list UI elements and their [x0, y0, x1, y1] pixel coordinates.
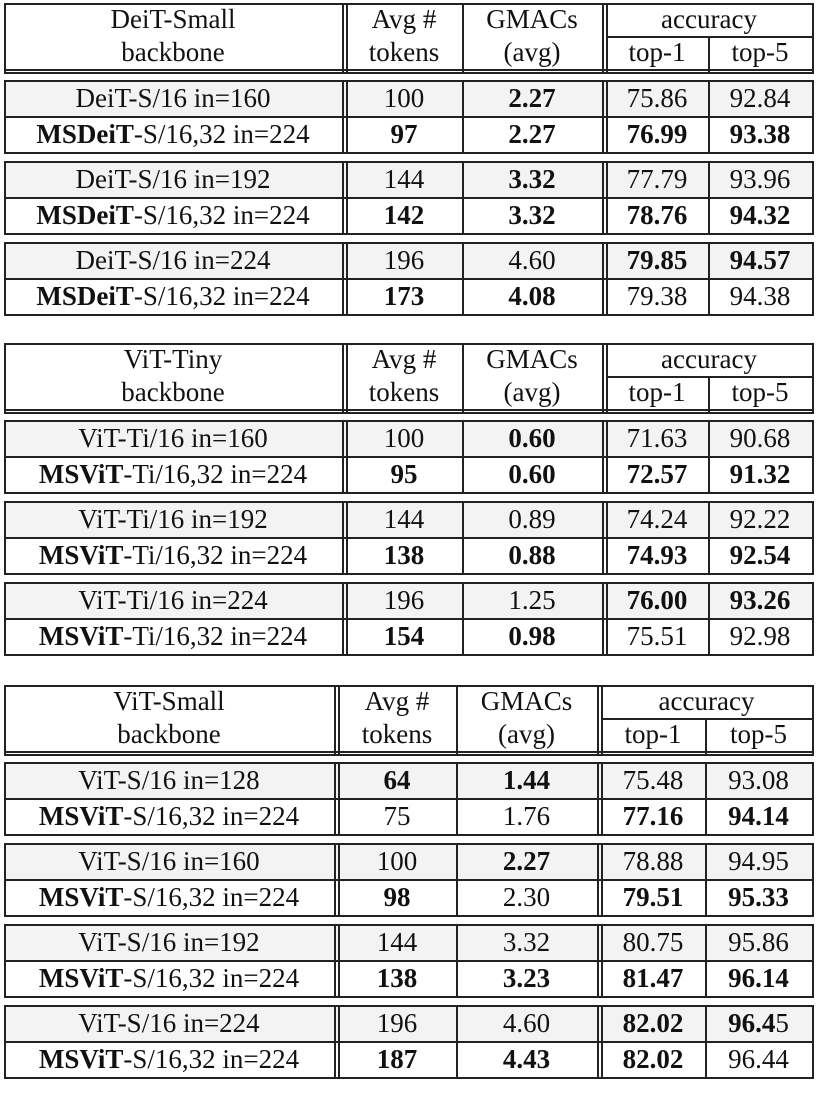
horizontal-rule	[4, 960, 814, 962]
row-group	[4, 582, 814, 654]
horizontal-rule	[4, 762, 814, 764]
horizontal-rule	[4, 573, 814, 575]
model-name	[4, 80, 342, 116]
header-top1: top-1	[628, 377, 686, 407]
tokens-cell: 100	[383, 82, 425, 113]
row-group	[4, 843, 814, 915]
model-name	[4, 843, 334, 879]
top5-cell: 92.22	[729, 503, 791, 534]
top1-cell: 74.24	[626, 503, 688, 534]
header-backbone-sub: backbone	[117, 719, 221, 749]
tokens-cell: 97	[390, 118, 418, 149]
vertical-rule	[705, 843, 707, 915]
horizontal-rule	[4, 420, 814, 422]
vertical-rule	[812, 924, 814, 996]
vertical-rule	[338, 762, 340, 834]
model-config: -S/16,32 in=224	[133, 118, 310, 149]
vertical-rule	[606, 420, 608, 492]
tokens-cell: 144	[383, 163, 425, 194]
model-name	[4, 197, 342, 233]
vertical-rule	[812, 420, 814, 492]
header-accuracy: accuracy	[658, 686, 755, 716]
tokens-cell: 142	[383, 199, 425, 230]
vertical-rule	[338, 1005, 340, 1077]
vertical-rule	[456, 1005, 458, 1077]
table-row	[4, 456, 814, 492]
tokens-cell: 196	[383, 584, 425, 615]
model-name	[4, 116, 342, 152]
top1-cell: 78.76	[626, 199, 688, 230]
vertical-rule	[346, 501, 348, 573]
vertical-rule	[462, 242, 464, 314]
header-backbone: DeiT-Small	[110, 4, 236, 34]
row-group	[4, 242, 814, 314]
vertical-rule	[462, 582, 464, 654]
vertical-rule	[602, 582, 604, 654]
gmacs-cell: 1.25	[508, 584, 556, 615]
model-config: -Ti/16,32 in=224	[123, 539, 308, 570]
top1-cell: 80.75	[622, 926, 684, 957]
top5-cell: 96.44	[728, 1043, 789, 1074]
table-row	[4, 242, 814, 278]
vertical-rule	[334, 843, 336, 915]
vertical-rule	[346, 80, 348, 152]
top1-cell: 78.88	[622, 845, 684, 876]
vertical-rule	[708, 582, 710, 654]
model-name	[4, 960, 334, 996]
gmacs-cell: 0.88	[508, 539, 556, 570]
model-prefix: MSViT	[38, 800, 124, 831]
model-prefix: MSDeiT	[36, 199, 134, 230]
vertical-rule	[462, 80, 464, 152]
model-config: -S/16,32 in=224	[123, 800, 300, 831]
top5-cell: 93.96	[729, 163, 791, 194]
vertical-rule	[602, 161, 604, 233]
table-row	[4, 537, 814, 573]
model-name	[4, 879, 334, 915]
tokens-cell: 95	[390, 458, 418, 489]
header-top5: top-5	[731, 377, 789, 407]
top5-cell: 92.98	[729, 620, 791, 651]
model-config: ViT-S/16 in=224	[78, 1007, 260, 1038]
top5-cell: 92.84	[729, 82, 791, 113]
horizontal-rule	[4, 278, 814, 280]
header-gmacs: GMACs	[486, 344, 578, 374]
vertical-rule	[708, 242, 710, 314]
vertical-rule	[338, 843, 340, 915]
row-group	[4, 80, 814, 152]
model-name	[4, 924, 334, 960]
model-name	[4, 501, 342, 537]
horizontal-rule	[4, 618, 814, 620]
vertical-rule	[456, 762, 458, 834]
vertical-rule	[812, 242, 814, 314]
model-name	[4, 420, 342, 456]
vertical-rule	[462, 161, 464, 233]
gmacs-cell: 3.32	[508, 163, 556, 194]
vertical-rule	[342, 80, 344, 152]
horizontal-rule	[4, 1041, 814, 1043]
horizontal-rule	[4, 1005, 814, 1007]
vertical-rule	[601, 762, 603, 834]
model-name	[4, 798, 334, 834]
horizontal-rule	[4, 501, 814, 503]
vertical-rule	[4, 582, 6, 654]
table-row	[4, 1005, 814, 1041]
model-name	[4, 456, 342, 492]
top5-cell: 94.57	[729, 244, 791, 275]
table-row	[4, 960, 814, 996]
vertical-rule	[597, 762, 599, 834]
tokens-cell: 144	[383, 503, 425, 534]
model-config: ViT-Ti/16 in=224	[78, 584, 268, 615]
table-row	[4, 420, 814, 456]
header-top5: top-5	[731, 37, 789, 67]
vertical-rule	[334, 1005, 336, 1077]
horizontal-rule	[4, 879, 814, 881]
vertical-rule	[602, 501, 604, 573]
gmacs-cell: 4.60	[502, 1007, 551, 1038]
horizontal-rule	[4, 915, 814, 917]
horizontal-rule	[4, 233, 814, 235]
vertical-rule	[601, 843, 603, 915]
table-row	[4, 798, 814, 834]
top1-cell: 82.02	[622, 1043, 684, 1074]
horizontal-rule	[4, 152, 814, 154]
gmacs-cell: 0.98	[508, 620, 556, 651]
table-row	[4, 116, 814, 152]
header-tokens-sub: tokens	[368, 377, 440, 407]
top1-cell: 75.48	[622, 764, 684, 795]
vertical-rule	[705, 762, 707, 834]
vertical-rule	[4, 420, 6, 492]
header-tokens: Avg #	[371, 4, 437, 34]
header-backbone-sub: backbone	[121, 377, 225, 407]
header-gmacs-sub: (avg)	[503, 37, 561, 67]
vertical-rule	[462, 501, 464, 573]
tokens-cell: 75	[383, 800, 411, 831]
table-row	[4, 161, 814, 197]
gmacs-cell: 2.27	[502, 845, 551, 876]
horizontal-rule	[4, 80, 814, 82]
top5-cell	[705, 1005, 812, 1041]
vertical-rule	[342, 420, 344, 492]
vertical-rule	[456, 924, 458, 996]
top5-cell: 93.08	[728, 764, 789, 795]
tokens-cell: 144	[376, 926, 418, 957]
model-config: ViT-S/16 in=160	[78, 845, 260, 876]
vertical-rule	[606, 501, 608, 573]
model-config: ViT-S/16 in=128	[78, 764, 260, 795]
model-prefix: MSViT	[38, 458, 124, 489]
tokens-cell: 173	[383, 280, 425, 311]
vertical-rule	[342, 582, 344, 654]
vertical-rule	[4, 161, 6, 233]
vertical-rule	[338, 924, 340, 996]
model-config: DeiT-S/16 in=224	[75, 244, 271, 275]
vertical-rule	[601, 924, 603, 996]
vertical-rule	[4, 501, 6, 573]
model-name	[4, 618, 342, 654]
gmacs-cell: 0.60	[508, 422, 556, 453]
vertical-rule	[812, 80, 814, 152]
model-name	[4, 278, 342, 314]
gmacs-cell: 4.43	[502, 1043, 551, 1074]
vertical-rule	[601, 1005, 603, 1077]
model-prefix: MSViT	[38, 962, 124, 993]
vertical-rule	[606, 582, 608, 654]
model-config: DeiT-S/16 in=192	[75, 163, 271, 194]
top5-cell: 95.86	[728, 926, 789, 957]
tokens-cell: 100	[376, 845, 418, 876]
top1-cell: 75.86	[626, 82, 688, 113]
top5-regular-part: 5	[775, 1007, 789, 1038]
model-prefix: MSViT	[38, 539, 124, 570]
gmacs-cell: 3.23	[502, 962, 551, 993]
top1-cell: 76.99	[626, 118, 688, 149]
top1-cell: 74.93	[626, 539, 688, 570]
table-row	[4, 80, 814, 116]
model-config: -S/16,32 in=224	[133, 280, 310, 311]
top5-cell: 93.38	[729, 118, 791, 149]
gmacs-cell: 0.89	[508, 503, 556, 534]
vertical-rule	[4, 924, 6, 996]
vertical-rule	[346, 420, 348, 492]
vertical-rule	[597, 924, 599, 996]
table-row	[4, 618, 814, 654]
gmacs-cell: 4.60	[508, 244, 556, 275]
vertical-rule	[708, 501, 710, 573]
vertical-rule	[597, 1005, 599, 1077]
model-config: DeiT-S/16 in=160	[75, 82, 271, 113]
tokens-cell: 196	[383, 244, 425, 275]
horizontal-rule	[4, 456, 814, 458]
model-prefix: MSDeiT	[36, 280, 134, 311]
model-prefix: MSViT	[38, 881, 124, 912]
vertical-rule	[4, 1005, 6, 1077]
vertical-rule	[346, 582, 348, 654]
top5-cell: 95.33	[728, 881, 789, 912]
header-gmacs: GMACs	[486, 4, 578, 34]
header-tokens: Avg #	[371, 344, 437, 374]
top5-cell: 94.14	[728, 800, 789, 831]
header-top1: top-1	[624, 719, 682, 749]
horizontal-rule	[4, 996, 814, 998]
top5-cell: 92.54	[729, 539, 791, 570]
tokens-cell: 138	[376, 962, 418, 993]
top5-cell: 94.95	[728, 845, 789, 876]
model-config: -S/16,32 in=224	[123, 1043, 300, 1074]
model-config: ViT-Ti/16 in=160	[78, 422, 268, 453]
top5-cell: 93.26	[729, 584, 791, 615]
header-gmacs-sub: (avg)	[498, 719, 555, 749]
top1-cell: 79.38	[626, 280, 688, 311]
vertical-rule	[346, 242, 348, 314]
top1-cell: 75.51	[626, 620, 688, 651]
header-top5: top-5	[730, 719, 787, 749]
header-accuracy: accuracy	[661, 344, 757, 374]
row-group	[4, 1005, 814, 1077]
top1-cell: 76.00	[626, 584, 688, 615]
vertical-rule	[4, 843, 6, 915]
model-name	[4, 242, 342, 278]
table-row	[4, 1041, 814, 1077]
vertical-rule	[812, 1005, 814, 1077]
gmacs-cell: 3.32	[502, 926, 551, 957]
vertical-rule	[4, 80, 6, 152]
vertical-rule	[456, 843, 458, 915]
horizontal-rule	[4, 197, 814, 199]
table-row	[4, 843, 814, 879]
model-name	[4, 1005, 334, 1041]
horizontal-rule	[4, 116, 814, 118]
vertical-rule	[334, 924, 336, 996]
horizontal-rule	[4, 582, 814, 584]
header-gmacs-sub: (avg)	[503, 377, 561, 407]
table-row	[4, 924, 814, 960]
model-name	[4, 762, 334, 798]
gmacs-cell: 1.44	[502, 764, 551, 795]
header-tokens: Avg #	[364, 686, 430, 716]
vertical-rule	[602, 80, 604, 152]
table-row	[4, 762, 814, 798]
vertical-rule	[705, 924, 707, 996]
vertical-rule	[708, 80, 710, 152]
row-group	[4, 420, 814, 492]
model-config: -S/16,32 in=224	[123, 962, 300, 993]
table-row	[4, 278, 814, 314]
top1-cell: 77.16	[622, 800, 684, 831]
vertical-rule	[812, 161, 814, 233]
horizontal-rule	[4, 242, 814, 244]
top5-cell: 90.68	[729, 422, 791, 453]
vertical-rule	[606, 80, 608, 152]
table-row	[4, 501, 814, 537]
vertical-rule	[342, 501, 344, 573]
vertical-rule	[597, 843, 599, 915]
vertical-rule	[602, 420, 604, 492]
header-accuracy: accuracy	[661, 4, 757, 34]
tokens-cell: 64	[383, 764, 411, 795]
vertical-rule	[602, 242, 604, 314]
row-group	[4, 924, 814, 996]
vertical-rule	[812, 843, 814, 915]
vertical-rule	[606, 242, 608, 314]
model-prefix: MSDeiT	[36, 118, 134, 149]
vertical-rule	[812, 501, 814, 573]
gmacs-cell: 2.30	[502, 881, 551, 912]
gmacs-cell: 2.27	[508, 82, 556, 113]
vertical-rule	[708, 161, 710, 233]
header-backbone: ViT-Small	[113, 686, 225, 716]
top1-cell: 72.57	[626, 458, 688, 489]
vertical-rule	[705, 1005, 707, 1077]
horizontal-rule	[4, 924, 814, 926]
model-config: ViT-S/16 in=192	[78, 926, 260, 957]
vertical-rule	[462, 420, 464, 492]
table-row	[4, 582, 814, 618]
model-config: -S/16,32 in=224	[133, 199, 310, 230]
header-gmacs: GMACs	[480, 686, 573, 716]
model-prefix: MSViT	[38, 620, 124, 651]
vertical-rule	[4, 762, 6, 834]
horizontal-rule	[4, 537, 814, 539]
top5-bold-part: 96.4	[728, 1007, 776, 1038]
table-row	[4, 197, 814, 233]
model-name	[4, 1041, 334, 1077]
tokens-cell: 154	[383, 620, 425, 651]
top5-cell: 94.38	[729, 280, 791, 311]
top5-cell: 96.14	[728, 962, 789, 993]
row-group	[4, 762, 814, 834]
gmacs-cell: 0.60	[508, 458, 556, 489]
horizontal-rule	[4, 834, 814, 836]
model-name	[4, 161, 342, 197]
vertical-rule	[4, 242, 6, 314]
model-config: -Ti/16,32 in=224	[123, 620, 308, 651]
horizontal-rule	[4, 1077, 814, 1079]
vertical-rule	[812, 762, 814, 834]
horizontal-rule	[4, 654, 814, 656]
tokens-cell: 138	[383, 539, 425, 570]
tokens-cell: 100	[383, 422, 425, 453]
header-tokens-sub: tokens	[361, 719, 433, 749]
top1-cell: 77.79	[626, 163, 688, 194]
horizontal-rule	[4, 314, 814, 316]
top5-cell: 94.32	[729, 199, 791, 230]
vertical-rule	[812, 582, 814, 654]
header-tokens-sub: tokens	[368, 37, 440, 67]
horizontal-rule	[4, 492, 814, 494]
model-config: -Ti/16,32 in=224	[123, 458, 308, 489]
header-backbone: ViT-Tiny	[123, 344, 223, 374]
top5-cell: 91.32	[729, 458, 791, 489]
tokens-cell: 98	[383, 881, 411, 912]
vertical-rule	[342, 242, 344, 314]
gmacs-cell: 1.76	[502, 800, 551, 831]
gmacs-cell: 3.32	[508, 199, 556, 230]
row-group	[4, 161, 814, 233]
vertical-rule	[708, 420, 710, 492]
top1-cell: 79.51	[622, 881, 684, 912]
top1-cell: 81.47	[622, 962, 684, 993]
vertical-rule	[346, 161, 348, 233]
model-name	[4, 582, 342, 618]
model-config: ViT-Ti/16 in=192	[78, 503, 268, 534]
top1-cell: 82.02	[622, 1007, 684, 1038]
gmacs-cell: 4.08	[508, 280, 556, 311]
vertical-rule	[606, 161, 608, 233]
vertical-rule	[334, 762, 336, 834]
model-config: -S/16,32 in=224	[123, 881, 300, 912]
top1-cell: 71.63	[626, 422, 688, 453]
tokens-cell: 187	[376, 1043, 418, 1074]
vertical-rule	[342, 161, 344, 233]
horizontal-rule	[4, 798, 814, 800]
row-group	[4, 501, 814, 573]
horizontal-rule	[4, 161, 814, 163]
top1-cell: 79.85	[626, 244, 688, 275]
table-row	[4, 879, 814, 915]
header-top1: top-1	[628, 37, 686, 67]
model-prefix: MSViT	[38, 1043, 124, 1074]
horizontal-rule	[4, 843, 814, 845]
tokens-cell: 196	[376, 1007, 418, 1038]
model-name	[4, 537, 342, 573]
header-backbone-sub: backbone	[121, 37, 225, 67]
gmacs-cell: 2.27	[508, 118, 556, 149]
